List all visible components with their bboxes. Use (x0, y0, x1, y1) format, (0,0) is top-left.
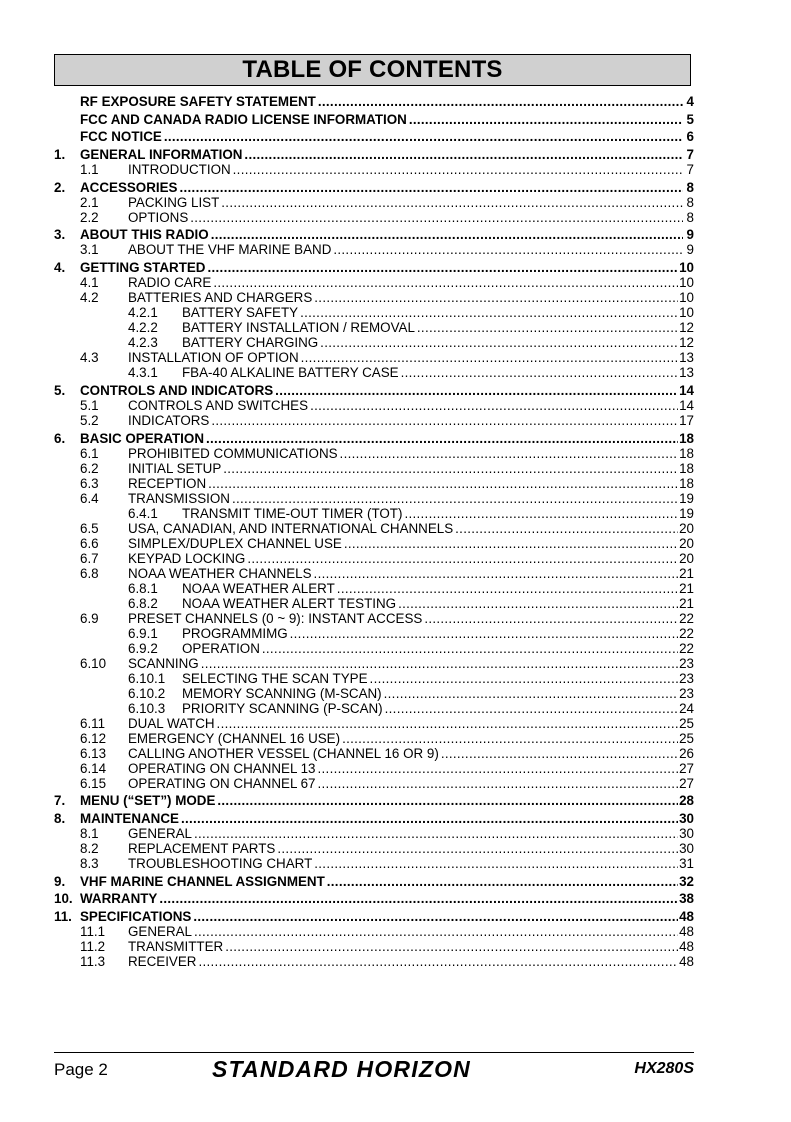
toc-entry-page: 20 (679, 520, 694, 536)
toc-leader-dots (398, 597, 678, 611)
toc-entry[interactable] (54, 687, 694, 701)
toc-entry[interactable] (54, 672, 694, 686)
toc-entry-label: ABOUT THE VHF MARINE BAND (128, 242, 332, 258)
toc-leader-dots (233, 163, 683, 177)
toc-leader-dots (417, 321, 678, 335)
toc-entry-label: DUAL WATCH (128, 715, 215, 731)
toc-leader-dots (262, 642, 678, 656)
toc-entry-number: 6.13 (80, 745, 107, 761)
toc-entry-page: 25 (679, 730, 694, 746)
footer-model-name: HX280S (634, 1060, 694, 1077)
toc-entry-number: 11. (54, 908, 72, 924)
toc-entry-number: 5.1 (80, 397, 99, 413)
toc-entry-page: 13 (679, 365, 694, 381)
toc-entry-label: NOAA WEATHER ALERT TESTING (182, 595, 397, 611)
toc-entry-label: GETTING STARTED (80, 260, 206, 276)
toc-entry-number: 6.2 (80, 460, 99, 476)
toc-entry-number: 6.10.3 (128, 700, 166, 716)
toc-entry-number: 4. (54, 260, 66, 276)
footer-divider (54, 1052, 694, 1053)
toc-entry-page: 13 (679, 350, 694, 366)
toc-entry[interactable] (54, 181, 694, 195)
toc-entry-number: 11.2 (80, 938, 106, 954)
toc-leader-dots (179, 181, 683, 195)
toc-entry-page: 26 (679, 745, 694, 761)
toc-entry-number: 6.3 (80, 475, 99, 491)
toc-entry-number: 8.3 (80, 855, 99, 871)
toc-leader-dots (300, 306, 678, 320)
toc-leader-dots (384, 687, 678, 701)
toc-entry[interactable] (54, 95, 694, 109)
toc-entry[interactable] (54, 306, 694, 320)
toc-leader-dots (217, 794, 678, 808)
toc-leader-dots (190, 211, 683, 225)
toc-entry-number: 8.1 (80, 825, 99, 841)
toc-leader-dots (208, 477, 678, 491)
toc-leader-dots (213, 276, 678, 290)
toc-entry-number: 6.11 (80, 715, 106, 731)
toc-entry[interactable] (54, 399, 694, 413)
toc-leader-dots (301, 351, 678, 365)
toc-entry[interactable] (54, 477, 694, 491)
toc-entry-number: 10. (54, 891, 73, 907)
toc-entry[interactable] (54, 148, 694, 162)
toc-entry-label: BATTERY CHARGING (182, 335, 319, 351)
toc-entry-label: OPTIONS (128, 209, 189, 225)
toc-entry-page: 32 (679, 873, 694, 889)
toc-leader-dots (194, 925, 678, 939)
toc-entry-number: 6.10 (80, 655, 107, 671)
toc-entry[interactable] (54, 627, 694, 641)
toc-leader-dots (318, 777, 679, 791)
toc-leader-dots (275, 384, 678, 398)
toc-leader-dots (385, 702, 678, 716)
toc-leader-dots (159, 892, 678, 906)
toc-leader-dots (320, 336, 678, 350)
toc-entry-page: 24 (679, 700, 694, 716)
toc-entry-label: TROUBLESHOOTING CHART (128, 855, 313, 871)
toc-leader-dots (198, 955, 678, 969)
toc-entry[interactable] (54, 940, 694, 954)
toc-entry-page: 6 (686, 129, 694, 145)
toc-leader-dots (327, 875, 678, 889)
toc-entry-number: 4.2.2 (128, 320, 158, 336)
toc-entry[interactable] (54, 492, 694, 506)
toc-entry[interactable] (54, 812, 694, 826)
toc-entry[interactable] (54, 657, 694, 671)
toc-entry[interactable] (54, 507, 694, 521)
brand-logo: STANDARD HORIZON (212, 1056, 471, 1082)
toc-entry-page: 20 (679, 535, 694, 551)
toc-entry[interactable] (54, 432, 694, 446)
toc-entry[interactable] (54, 321, 694, 335)
toc-entry-number: 6.15 (80, 775, 107, 791)
toc-entry-label: GENERAL (128, 923, 192, 939)
toc-leader-dots (181, 812, 678, 826)
toc-entry-number: 2. (54, 179, 66, 195)
toc-entry-page: 14 (679, 382, 694, 398)
toc-leader-dots (223, 462, 678, 476)
toc-entry-label: WARRANTY (80, 891, 158, 907)
toc-entry[interactable] (54, 612, 694, 626)
toc-entry-number: 6.9.1 (128, 625, 158, 641)
toc-leader-dots (314, 567, 679, 581)
toc-entry[interactable] (54, 336, 694, 350)
toc-entry[interactable] (54, 642, 694, 656)
toc-entry[interactable] (54, 113, 694, 127)
toc-entry-page: 48 (679, 953, 694, 969)
toc-entry-label: FCC NOTICE (80, 129, 162, 145)
toc-entry-page: 10 (679, 305, 694, 321)
toc-entry-page: 7 (686, 162, 694, 178)
toc-leader-dots (441, 747, 678, 761)
toc-entry-label: VHF MARINE CHANNEL ASSIGNMENT (80, 873, 325, 889)
toc-entry-page: 22 (679, 640, 694, 656)
toc-entry-label: CALLING ANOTHER VESSEL (CHANNEL 16 OR 9) (128, 745, 439, 761)
toc-entry-page: 27 (679, 775, 694, 791)
toc-leader-dots (318, 762, 679, 776)
toc-entry-label: SIMPLEX/DUPLEX CHANNEL USE (128, 535, 342, 551)
toc-entry-number: 4.3.1 (128, 365, 158, 381)
toc-entry-label: SPECIFICATIONS (80, 908, 192, 924)
toc-entry[interactable] (54, 414, 694, 428)
toc-leader-dots (344, 537, 678, 551)
toc-entry-page: 19 (679, 490, 694, 506)
toc-entry[interactable] (54, 384, 694, 398)
toc-entry-page: 30 (679, 840, 694, 856)
toc-leader-dots (333, 243, 683, 257)
toc-entry-label: ABOUT THIS RADIO (80, 227, 209, 243)
toc-entry-page: 10 (679, 290, 694, 306)
toc-entry-number: 8. (54, 810, 66, 826)
toc-entry[interactable] (54, 702, 694, 716)
toc-entry-label: FBA-40 ALKALINE BATTERY CASE (182, 365, 399, 381)
toc-entry-page: 23 (679, 670, 694, 686)
toc-entry-number: 1. (54, 147, 66, 163)
toc-entry-label: TRANSMIT TIME-OUT TIMER (TOT) (182, 505, 403, 521)
page-title: TABLE OF CONTENTS (242, 56, 503, 83)
toc-entry-label: OPERATION (182, 640, 260, 656)
toc-leader-dots (211, 414, 678, 428)
toc-entry[interactable] (54, 842, 694, 856)
toc-leader-dots (404, 507, 678, 521)
toc-entry-number: 6.9.2 (128, 640, 158, 656)
toc-entry-number: 7. (54, 793, 66, 809)
toc-entry[interactable] (54, 777, 694, 791)
toc-entry[interactable] (54, 276, 694, 290)
toc-entry-number: 6.10.2 (128, 685, 166, 701)
toc-entry-label: RECEPTION (128, 475, 207, 491)
toc-leader-dots (207, 261, 678, 275)
toc-leader-dots (409, 113, 683, 127)
toc-entry-page: 9 (686, 242, 694, 258)
toc-entry-number: 6.8.2 (128, 595, 158, 611)
toc-entry-label: PRIORITY SCANNING (P-SCAN) (182, 700, 383, 716)
toc-title-box (54, 54, 691, 86)
toc-entry-page: 18 (679, 445, 694, 461)
toc-entry-page: 18 (679, 430, 694, 446)
toc-entry-page: 23 (679, 655, 694, 671)
toc-entry[interactable] (54, 762, 694, 776)
toc-entry-page: 14 (679, 397, 694, 413)
toc-leader-dots (318, 95, 683, 109)
toc-entry-page: 7 (686, 147, 694, 163)
toc-leader-dots (342, 732, 678, 746)
toc-entry-number: 4.2.3 (128, 335, 158, 351)
toc-entry-number: 11.1 (80, 923, 106, 939)
toc-leader-dots (314, 857, 678, 871)
toc-entry-label: ACCESSORIES (80, 179, 178, 195)
toc-entry-label: USA, CANADIAN, AND INTERNATIONAL CHANNELS (128, 520, 454, 536)
toc-entry-number: 5. (54, 382, 66, 398)
toc-entry-label: INDICATORS (128, 412, 210, 428)
toc-entry-label: MAINTENANCE (80, 810, 179, 826)
toc-entry[interactable] (54, 747, 694, 761)
toc-entry-number: 4.2 (80, 290, 99, 306)
toc-entry-number: 3.1 (80, 242, 99, 258)
toc-entry-label: TRANSMITTER (128, 938, 224, 954)
toc-entry[interactable] (54, 537, 694, 551)
toc-entry-page: 28 (679, 793, 694, 809)
toc-entry-number: 6.10.1 (128, 670, 166, 686)
toc-entry-page: 9 (686, 227, 694, 243)
toc-entry-number: 6.4 (80, 490, 99, 506)
toc-entry-page: 19 (679, 505, 694, 521)
toc-entry-label: INTRODUCTION (128, 162, 231, 178)
toc-entry-label: RADIO CARE (128, 275, 212, 291)
toc-entry[interactable] (54, 211, 694, 225)
toc-leader-dots (211, 228, 683, 242)
toc-entry[interactable] (54, 857, 694, 871)
toc-entry-page: 5 (686, 111, 694, 127)
toc-entry-page: 10 (679, 260, 694, 276)
toc-entry-number: 8.2 (80, 840, 99, 856)
toc-leader-dots (370, 672, 679, 686)
toc-entry-number: 6.12 (80, 730, 107, 746)
toc-entry-label: BATTERY INSTALLATION / REMOVAL (182, 320, 415, 336)
toc-entry[interactable] (54, 732, 694, 746)
toc-entry-page: 25 (679, 715, 694, 731)
toc-entry-label: OPERATING ON CHANNEL 67 (128, 775, 316, 791)
toc-entry-label: MENU (“SET”) MODE (80, 793, 216, 809)
toc-entry-label: BATTERY SAFETY (182, 305, 299, 321)
toc-entry[interactable] (54, 955, 694, 969)
toc-leader-dots (221, 196, 683, 210)
toc-list (54, 95, 694, 969)
toc-entry-label: NOAA WEATHER CHANNELS (128, 565, 312, 581)
toc-entry[interactable] (54, 243, 694, 257)
toc-entry[interactable] (54, 597, 694, 611)
toc-entry[interactable] (54, 925, 694, 939)
toc-entry-number: 6. (54, 430, 66, 446)
toc-leader-dots (244, 148, 683, 162)
toc-entry-page: 8 (686, 194, 694, 210)
toc-entry-page: 12 (679, 320, 694, 336)
toc-entry-page: 27 (679, 760, 694, 776)
toc-entry-label: CONTROLS AND SWITCHES (128, 397, 309, 413)
toc-leader-dots (277, 842, 678, 856)
toc-entry[interactable] (54, 447, 694, 461)
toc-entry-label: SELECTING THE SCAN TYPE (182, 670, 368, 686)
toc-entry-label: EMERGENCY (CHANNEL 16 USE) (128, 730, 341, 746)
toc-entry[interactable] (54, 567, 694, 581)
toc-entry-page: 10 (679, 275, 694, 291)
toc-entry[interactable] (54, 875, 694, 889)
toc-entry-page: 12 (679, 335, 694, 351)
toc-entry-label: CONTROLS AND INDICATORS (80, 382, 274, 398)
toc-entry-label: PRESET CHANNELS (0 ~ 9): INSTANT ACCESS (128, 610, 423, 626)
toc-leader-dots (193, 910, 678, 924)
toc-entry-page: 21 (679, 580, 694, 596)
toc-entry-page: 18 (679, 460, 694, 476)
toc-entry-number: 2.2 (80, 209, 99, 225)
toc-entry-page: 31 (679, 855, 694, 871)
toc-entry-label: NOAA WEATHER ALERT (182, 580, 335, 596)
toc-entry-number: 6.4.1 (128, 505, 158, 521)
toc-entry-label: BATTERIES AND CHARGERS (128, 290, 313, 306)
toc-entry-number: 6.1 (80, 445, 99, 461)
toc-entry-label: RECEIVER (128, 953, 197, 969)
toc-entry[interactable] (54, 261, 694, 275)
toc-leader-dots (232, 492, 678, 506)
toc-entry-label: MEMORY SCANNING (M-SCAN) (182, 685, 382, 701)
toc-entry-page: 38 (679, 891, 694, 907)
toc-entry-label: BASIC OPERATION (80, 430, 204, 446)
toc-leader-dots (314, 291, 678, 305)
toc-entry-page: 48 (679, 938, 694, 954)
toc-entry-page: 18 (679, 475, 694, 491)
toc-entry-number: 9. (54, 873, 66, 889)
footer-page-number: Page 2 (54, 1060, 108, 1079)
toc-entry-label: TRANSMISSION (128, 490, 230, 506)
toc-entry-number: 6.8.1 (128, 580, 158, 596)
toc-entry[interactable] (54, 462, 694, 476)
toc-entry-label: PROGRAMMIMG (182, 625, 288, 641)
toc-entry-page: 17 (679, 412, 694, 428)
toc-entry[interactable] (54, 794, 694, 808)
toc-entry-number: 3. (54, 227, 66, 243)
toc-entry-label: KEYPAD LOCKING (128, 550, 246, 566)
toc-entry-label: RF EXPOSURE SAFETY STATEMENT (80, 94, 316, 109)
toc-entry-number: 4.2.1 (128, 305, 158, 321)
toc-entry[interactable] (54, 910, 694, 924)
toc-leader-dots (290, 627, 678, 641)
toc-entry-number: 1.1 (80, 162, 99, 178)
toc-leader-dots (455, 522, 678, 536)
toc-entry-page: 8 (686, 179, 694, 195)
toc-entry-page: 20 (679, 550, 694, 566)
toc-entry-label: FCC AND CANADA RADIO LICENSE INFORMATION (80, 111, 407, 127)
toc-entry-number: 2.1 (80, 194, 99, 210)
toc-entry-label: PROHIBITED COMMUNICATIONS (128, 445, 338, 461)
toc-entry-number: 6.8 (80, 565, 99, 581)
toc-leader-dots (310, 399, 678, 413)
toc-entry[interactable] (54, 366, 694, 380)
toc-entry-label: INSTALLATION OF OPTION (128, 350, 299, 366)
toc-leader-dots (401, 366, 679, 380)
toc-entry-label: PACKING LIST (128, 194, 220, 210)
toc-entry[interactable] (54, 228, 694, 242)
toc-entry[interactable] (54, 130, 694, 144)
toc-entry-page: 21 (679, 565, 694, 581)
toc-leader-dots (164, 130, 683, 144)
toc-leader-dots (424, 612, 678, 626)
toc-entry-number: 6.9 (80, 610, 99, 626)
toc-leader-dots (225, 940, 678, 954)
toc-entry-number: 4.3 (80, 350, 99, 366)
toc-entry-label: SCANNING (128, 655, 199, 671)
toc-entry-page: 4 (686, 94, 694, 109)
toc-entry-label: GENERAL (128, 825, 192, 841)
toc-entry[interactable] (54, 351, 694, 365)
toc-leader-dots (201, 657, 678, 671)
toc-entry[interactable] (54, 717, 694, 731)
toc-entry-page: 48 (679, 908, 694, 924)
toc-entry-label: REPLACEMENT PARTS (128, 840, 276, 856)
toc-entry[interactable] (54, 522, 694, 536)
toc-entry-label: GENERAL INFORMATION (80, 147, 243, 163)
toc-entry-number: 6.6 (80, 535, 99, 551)
toc-entry[interactable] (54, 892, 694, 906)
toc-entry-number: 6.5 (80, 520, 99, 536)
toc-leader-dots (337, 582, 678, 596)
toc-entry-page: 48 (679, 923, 694, 939)
toc-leader-dots (247, 552, 678, 566)
toc-entry-number: 5.2 (80, 412, 99, 428)
toc-entry[interactable] (54, 163, 694, 177)
toc-entry-page: 21 (679, 595, 694, 611)
toc-entry[interactable] (54, 552, 694, 566)
toc-entry[interactable] (54, 291, 694, 305)
toc-leader-dots (340, 447, 679, 461)
toc-entry-page: 8 (686, 209, 694, 225)
toc-entry-number: 11.3 (80, 953, 106, 969)
toc-entry-page: 22 (679, 610, 694, 626)
toc-leader-dots (194, 827, 678, 841)
toc-entry[interactable] (54, 582, 694, 596)
toc-entry-number: 4.1 (80, 275, 99, 291)
toc-entry-page: 23 (679, 685, 694, 701)
toc-entry[interactable] (54, 827, 694, 841)
toc-entry-label: INITIAL SETUP (128, 460, 222, 476)
toc-leader-dots (217, 717, 679, 731)
toc-entry-label: OPERATING ON CHANNEL 13 (128, 760, 316, 776)
toc-entry[interactable] (54, 196, 694, 210)
toc-entry-page: 30 (679, 825, 694, 841)
toc-leader-dots (206, 432, 678, 446)
toc-entry-page: 22 (679, 625, 694, 641)
toc-entry-page: 30 (679, 810, 694, 826)
toc-entry-number: 6.14 (80, 760, 107, 776)
toc-entry-number: 6.7 (80, 550, 99, 566)
